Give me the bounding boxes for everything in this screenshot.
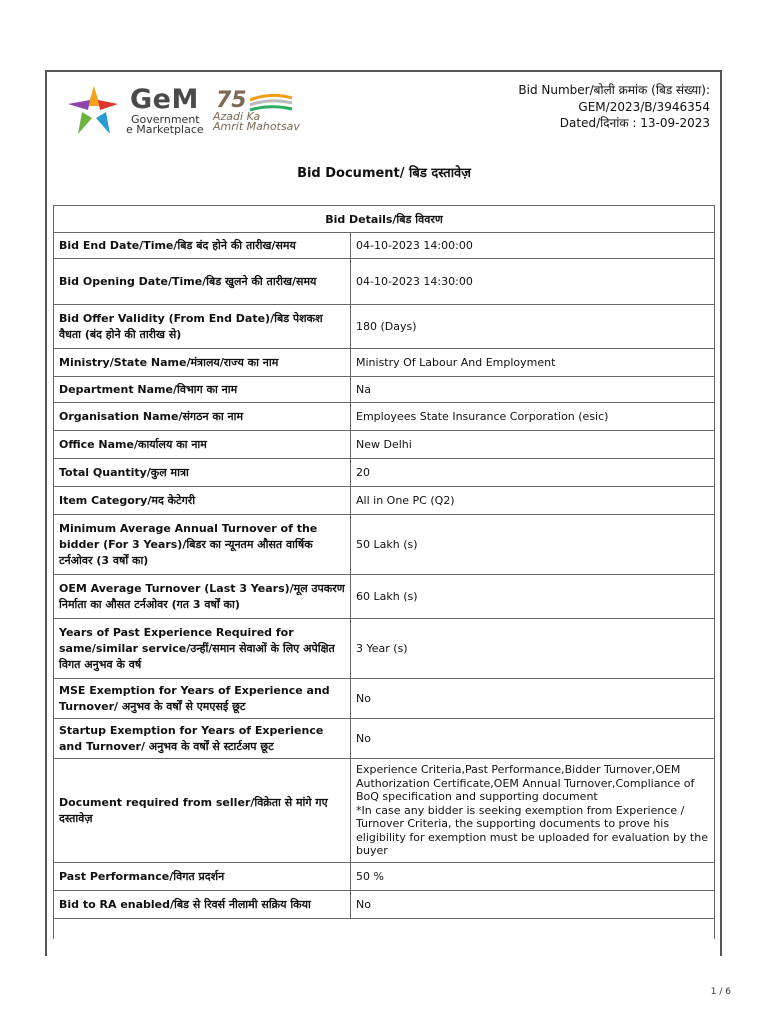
table-row — [54, 487, 715, 515]
table-heading: Bid Details/बिड विवरण — [54, 206, 715, 233]
row-value: 04-10-2023 14:30:00 — [351, 259, 715, 305]
row-key: Bid Opening Date/Time/बिड खुलने की तारीख/समय — [54, 259, 351, 305]
row-key: Document required from seller/विक्रेता से मांगे गए दस्तावेज़ — [54, 759, 351, 863]
row-value: Na — [351, 377, 715, 403]
table-row — [54, 305, 715, 349]
table-row — [54, 233, 715, 259]
row-value: No — [351, 679, 715, 719]
row-key: OEM Average Turnover (Last 3 Years)/मूल उपकरण निर्माता का औसत टर्नओवर (गत 3 वर्षों का) — [54, 575, 351, 619]
bid-details-table — [53, 205, 715, 939]
row-value: 04-10-2023 14:00:00 — [351, 233, 715, 259]
document-title: Bid Document/ बिड दस्तावेज़ — [297, 166, 471, 181]
row-key: Total Quantity/कुल मात्रा — [54, 459, 351, 487]
row-value: 20 — [351, 459, 715, 487]
table-row — [54, 515, 715, 575]
table-row — [54, 377, 715, 403]
row-value: Experience Criteria,Past Performance,Bidder Turnover,OEM Authorization Certificate,OEM Annual Turnover,Compliance of BoQ specification and supporting document *In case any bidder is seeking exemption from Experience / Turnover Criteria, the supporting documents to prove his eligibility for exemption must be uploaded for evaluation by the buyer — [351, 759, 715, 863]
row-value: No — [351, 891, 715, 919]
table-row — [54, 891, 715, 919]
page-number: 1 / 6 — [710, 987, 731, 997]
row-key: Department Name/विभाग का नाम — [54, 377, 351, 403]
bid-number-label: Bid Number/बोली क्रमांक (बिड संख्या): — [518, 83, 710, 97]
table-row — [54, 863, 715, 891]
row-value: 60 Lakh (s) — [351, 575, 715, 619]
row-value: Employees State Insurance Corporation (esic) — [351, 403, 715, 431]
row-key: Years of Past Experience Required for same/similar service/उन्हीं/समान सेवाओं के लिए अपेक्षित विगत अनुभव के वर्ष — [54, 619, 351, 679]
row-key: MSE Exemption for Years of Experience and Turnover/ अनुभव के वर्षों से एमएसई छूट — [54, 679, 351, 719]
row-value: 50 Lakh (s) — [351, 515, 715, 575]
row-key: Bid to RA enabled/बिड से रिवर्स नीलामी सक्रिय किया — [54, 891, 351, 919]
table-row — [54, 679, 715, 719]
row-key: Ministry/State Name/मंत्रालय/राज्य का नाम — [54, 349, 351, 377]
row-key: Startup Exemption for Years of Experience and Turnover/ अनुभव के वर्षों से स्टार्टअप छूट — [54, 719, 351, 759]
row-key: Minimum Average Annual Turnover of the bidder (For 3 Years)/बिडर का न्यूनतम औसत वार्षिक टर्नओवर (3 वर्षों का) — [54, 515, 351, 575]
row-value: New Delhi — [351, 431, 715, 459]
table-row — [54, 575, 715, 619]
table-row — [54, 403, 715, 431]
row-key: Bid End Date/Time/बिड बंद होने की तारीख/समय — [54, 233, 351, 259]
row-key: Organisation Name/संगठन का नाम — [54, 403, 351, 431]
row-value: Ministry Of Labour And Employment — [351, 349, 715, 377]
table-row — [54, 349, 715, 377]
row-value: 180 (Days) — [351, 305, 715, 349]
row-value: 50 % — [351, 863, 715, 891]
gem-logo-sub2: e Marketplace — [126, 123, 204, 136]
row-value: 3 Year (s) — [351, 619, 715, 679]
bid-dated: Dated/दिनांक : 13-09-2023 — [559, 116, 710, 130]
table-row — [54, 719, 715, 759]
row-key: Past Performance/विगत प्रदर्शन — [54, 863, 351, 891]
bid-number: GEM/2023/B/3946354 — [578, 99, 710, 114]
azadi-number: 75 — [216, 88, 247, 113]
table-row — [54, 619, 715, 679]
empty-row — [54, 919, 715, 940]
table-row — [54, 431, 715, 459]
table-row — [54, 459, 715, 487]
row-key: Office Name/कार्यालय का नाम — [54, 431, 351, 459]
azadi-line1: Azadi Ka — [213, 110, 261, 123]
azadi-line2: Amrit Mahotsav — [213, 120, 300, 133]
bid-info — [518, 82, 710, 132]
gem-logo-title: GeM — [130, 84, 199, 115]
row-value: No — [351, 719, 715, 759]
row-key: Bid Offer Validity (From End Date)/बिड पेशकश वैधता (बंद होने की तारीख से) — [54, 305, 351, 349]
empty-cell — [54, 919, 715, 940]
table-row — [54, 259, 715, 305]
gem-logo-sub1: Government — [131, 113, 200, 126]
row-key: Item Category/मद केटेगरी — [54, 487, 351, 515]
row-value: All in One PC (Q2) — [351, 487, 715, 515]
table-row — [54, 759, 715, 863]
